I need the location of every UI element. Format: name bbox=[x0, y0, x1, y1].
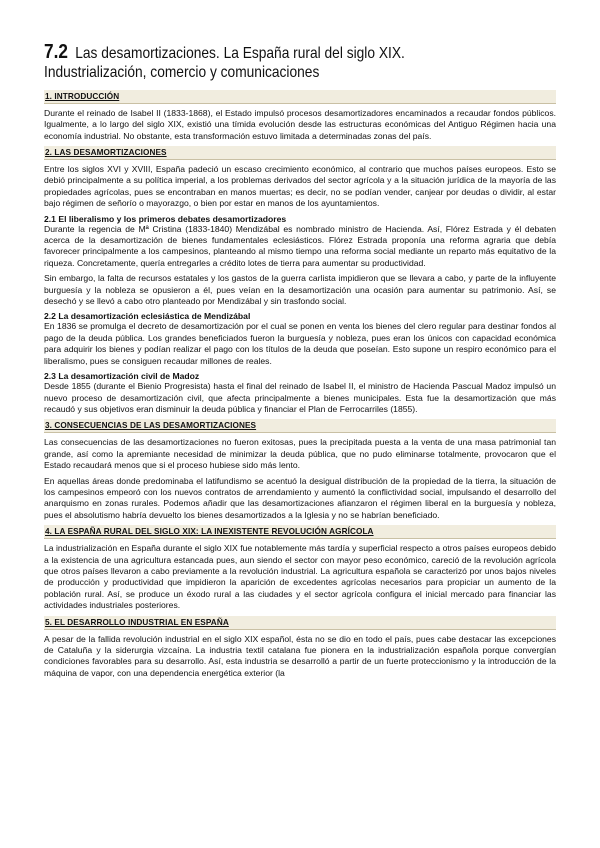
paragraph: Entre los siglos XVI y XVIII, España padeció un escaso crecimiento económico, al contrario que muchos países europeos. Esto se debió principalmente a su política imperial, a los problemas derivados del sector agrícola y a la situación jurídica de la mayoría de las propiedades agrícolas, pues se encontraban en manos muertas; es decir, no se podían vender, canjear por deudas o dividir, al estar bajo régimen de señorío o mayorazgo, o bien por estar en manos de los ayuntamientos. bbox=[44, 164, 556, 209]
section-heading-consecuencias: 3. CONSECUENCIAS DE LAS DESAMORTIZACIONES bbox=[44, 419, 556, 433]
paragraph: Durante el reinado de Isabel II (1833-1868), el Estado impulsó procesos desamortizadores encaminados a recaudar fondos públicos. Igualmente, a lo largo del siglo XIX, existió una tímida evolución desde las estructuras económicas del Antiguo Régimen hacia una economía industrial. No obstante, esta transformación estuvo limitada a determinadas zonas del país. bbox=[44, 107, 556, 141]
title-number: 7.2 bbox=[44, 41, 68, 63]
section-heading-desarrollo-industrial: 5. EL DESARROLLO INDUSTRIAL EN ESPAÑA bbox=[44, 616, 556, 630]
subsection-heading-2-3: 2.3 La desamortización civil de Madoz bbox=[44, 371, 200, 382]
paragraph: La industrialización en España durante el siglo XIX fue notablemente más tardía y superficial respecto a otros países europeos debido a la existencia de una agricultura estancada pues, aun siendo el sector con mayor peso económico, careció de la revolución agrícola que otros países llevaron a cabo previamente a la revolución industrial. La agricultura española se caracterizó por unos bajos niveles de producción y productividad que impidieron la aparición de excedentes agrícolas necesarios para propiciar un aumento de la población rural. Así, se produce un éxodo rural a las ciudades y el sector agrícola configura el inicial mercado para financiar las actividades industriales posteriores. bbox=[44, 543, 556, 611]
document-title bbox=[44, 42, 556, 82]
title-line bbox=[44, 42, 484, 63]
section-heading-introduccion: 1. INTRODUCCIÓN bbox=[44, 90, 556, 104]
paragraph: Desde 1855 (durante el Bienio Progresista) hasta el final del reinado de Isabel II, el ministro de Hacienda Pascual Madoz impulsó un nuevo proceso de desamortización civil, que afecta principalmente a bienes municipales. Esta fue la desamortización que más recaudó y sus objetivos eran disminuir la deuda pública y financiar el Plan de Ferrocarriles (1855). bbox=[44, 381, 556, 414]
paragraph: A pesar de la fallida revolución industrial en el siglo XIX español, ésta no se dio en todo el país, pues cabe destacar las excepciones de Cataluña y la siderurgia vizcaína. La industria textil catalana fue pionera en la industrialización española porque convergían condiciones favorables para su desarrollo. Así, esta industria se desarrolló a partir de un fuerte proteccionismo y la introducción de la máquina de vapor, con una dependencia energética exterior (la bbox=[44, 633, 556, 678]
paragraph: Durante la regencia de Mª Cristina (1833-1840) Mendizábal es nombrado ministro de Hacienda. Así, Flórez Estrada y él debaten acerca de la desamortización de bienes fundamentales eclesiásticos. Flórez Estrada proponía una reforma agraria que debía favorecer principalmente a los campesinos, planteando al mismo tiempo una reforma social mediante un reparto más equitativo de la riqueza. Concretamente, quería entregarles a crédito lotes de tierra para aumentar su productividad. bbox=[44, 223, 556, 268]
paragraph: Las consecuencias de las desamortizaciones no fueron exitosas, pues la precipitada puesta a la venta de una masa patrimonial tan grande, así como la apremiante necesidad de minimizar la deuda pública, que no pudo eliminarse totalmente, provocaron que el Estado recaudará menos que si el proceso hubiese sido más lento. bbox=[44, 437, 556, 471]
section-heading-espana-rural: 4. LA ESPAÑA RURAL DEL SIGLO XIX: LA INEXISTENTE REVOLUCIÓN AGRÍCOLA bbox=[44, 525, 556, 539]
section-heading-desamortizaciones: 2. LAS DESAMORTIZACIONES bbox=[44, 146, 556, 160]
paragraph: Sin embargo, la falta de recursos estatales y los gastos de la guerra carlista impidieron que se llevara a cabo, y parte de la influyente burguesía y la nobleza se opusieron a él, pues veían en la desamortización una ocasión para aumentar su patrimonio. Así, se desechó y se llevó a cabo otro planteado por Mendizábal y sin trasfondo social. bbox=[44, 273, 556, 307]
title-text: Las desamortizaciones. La España rural del siglo XIX. bbox=[75, 45, 405, 62]
paragraph: En aquellas áreas donde predominaba el latifundismo se acentuó la desigual distribución de la propiedad de la tierra, la situación de los campesinos empeoró con los nuevos contratos de arrendamiento y aumentó la conflictividad social, impulsando el desarrollo del anarquismo en zonas rurales. Podemos añadir que las desamortizaciones afianzaron el régimen liberal en la burguesía y nobleza, pues el absolutismo habría devuelto los bienes desamortizados a la Iglesia y no se habrían beneficiado. bbox=[44, 475, 556, 520]
subsection-heading-2-1: 2.1 El liberalismo y los primeros debates desamortizadores bbox=[44, 213, 287, 224]
subsection-heading-2-2: 2.2 La desamortización eclesiástica de Mendizábal bbox=[44, 311, 251, 322]
title-subtitle: Industrialización, comercio y comunicaciones bbox=[44, 64, 320, 81]
paragraph: En 1836 se promulga el decreto de desamortización por el cual se ponen en venta los bienes del clero regular para destinar fondos al pago de la deuda pública. Los grandes beneficiados fueron la burguesía y nobleza, pues eran los únicos con capacidad económica para adquirir los bienes y podían realizar el pago con los títulos de la deuda que poseían. Esto supone un respiro económico para el liberalismo, pues se consiguen recaudar millones de reales. bbox=[44, 321, 556, 366]
